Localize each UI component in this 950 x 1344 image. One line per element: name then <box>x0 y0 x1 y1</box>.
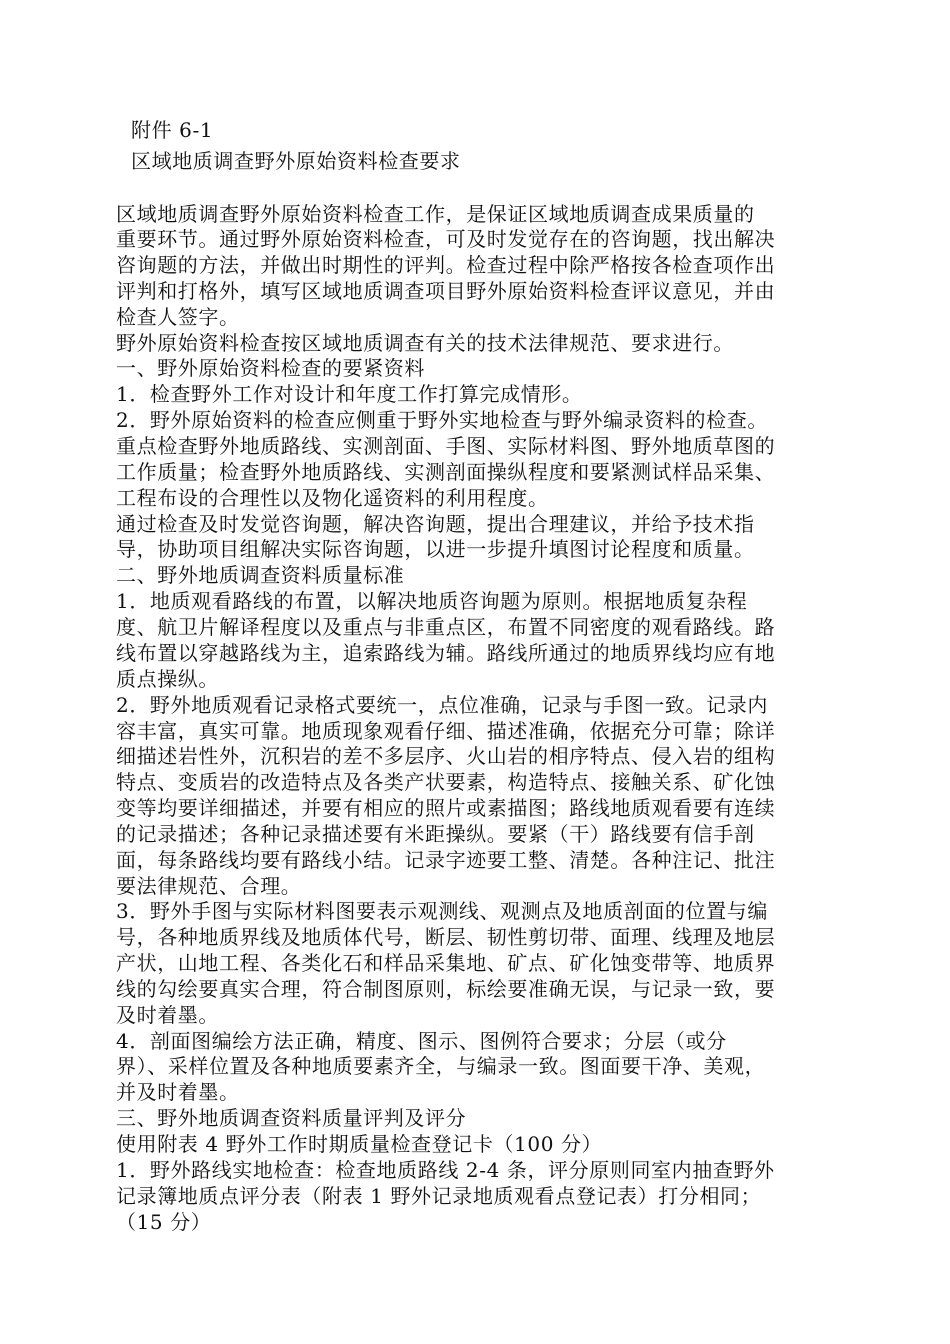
body-text-line: 1．检查野外工作对设计和年度工作打算完成情形。 <box>116 382 583 406</box>
body-text-line: 质点操纵。 <box>116 667 219 691</box>
body-text-line: 产状，山地工程、各类化石和样品采集地、矿点、矿化蚀变带等、地质界 <box>116 951 776 975</box>
body-text-line: 工程布设的合理性以及物化遥资料的利用程度。 <box>116 486 549 510</box>
body-text-line: 1．野外路线实地检查：检查地质路线 2-4 条，评分原则同室内抽查野外 <box>116 1158 775 1182</box>
body-text-line: 线布置以穿越路线为主，追索路线为辅。路线所通过的地质界线均应有地 <box>116 641 776 665</box>
body-text-line: 一、野外原始资料检查的要紧资料 <box>116 356 425 380</box>
body-text-line: 并及时着墨。 <box>116 1080 240 1104</box>
body-text-line: 的记录描述；各种记录描述要有米距操纵。要紧（干）路线要有信手剖 <box>116 822 755 846</box>
body-text-line: 重要环节。通过野外原始资料检查，可及时发觉存在的咨询题，找出解决 <box>116 227 776 251</box>
body-text-line: 面，每条路线均要有路线小结。记录字迹要工整、清楚。各种注记、批注 <box>116 848 776 872</box>
body-text-line: 容丰富，真实可靠。地质现象观看仔细、描述准确，依据充分可靠；除详 <box>116 719 776 743</box>
body-text-line: 3．野外手图与实际材料图要表示观测线、观测点及地质剖面的位置与编 <box>116 899 768 923</box>
document-title: 区域地质调查野外原始资料检查要求 <box>131 149 461 173</box>
body-text-line: 界）、采样位置及各种地质要素齐全，与编录一致。图面要干净、美观， <box>116 1054 766 1078</box>
body-text-line: 1．地质观看路线的布置，以解决地质咨询题为原则。根据地质复杂程 <box>116 589 748 613</box>
body-text-line: 变等均要详细描述，并要有相应的照片或素描图；路线地质观看要有连续 <box>116 796 776 820</box>
body-text-line: 特点、变质岩的改造特点及各类产状要素，构造特点、接触关系、矿化蚀 <box>116 770 776 794</box>
body-text-line: 使用附表 4 野外工作时期质量检查登记卡（100 分） <box>116 1132 603 1156</box>
body-text-line: 导，协助项目组解决实际咨询题，以进一步提升填图讨论程度和质量。 <box>116 537 755 561</box>
attachment-label: 附件 6-1 <box>131 118 214 142</box>
body-text-line: 检查人签字。 <box>116 305 240 329</box>
body-text-line: 野外原始资料检查按区域地质调查有关的技术法律规范、要求进行。 <box>116 331 734 355</box>
body-text-line: 二、野外地质调查资料质量标准 <box>116 563 405 587</box>
body-text-line: 及时着墨。 <box>116 1003 219 1027</box>
body-text-line: 2．野外原始资料的检查应侧重于野外实地检查与野外编录资料的检查。 <box>116 408 768 432</box>
body-text-line: 评判和打格外，填写区域地质调查项目野外原始资料检查评议意见，并由 <box>116 279 776 303</box>
body-text-line: 区域地质调查野外原始资料检查工作，是保证区域地质调查成果质量的 <box>116 202 755 226</box>
body-text-line: 记录簿地质点评分表（附表 1 野外记录地质观看点登记表）打分相同； <box>116 1184 762 1208</box>
body-text-line: 4．剖面图编绘方法正确，精度、图示、图例符合要求；分层（或分 <box>116 1029 727 1053</box>
body-text-line: 线的勾绘要真实合理，符合制图原则，标绘要准确无误，与记录一致，要 <box>116 977 776 1001</box>
body-text-line: 重点检查野外地质路线、实测剖面、手图、实际材料图、野外地质草图的 <box>116 434 776 458</box>
body-text-line: （15 分） <box>116 1210 212 1234</box>
body-text-line: 三、野外地质调查资料质量评判及评分 <box>116 1106 467 1130</box>
body-text-line: 细描述岩性外，沉积岩的差不多层序、火山岩的相序特点、侵入岩的组构 <box>116 744 776 768</box>
body-text-line: 度、航卫片解译程度以及重点与非重点区，布置不同密度的观看路线。路 <box>116 615 776 639</box>
body-text-line: 咨询题的方法，并做出时期性的评判。检查过程中除严格按各检查项作出 <box>116 253 776 277</box>
body-text-line: 通过检查及时发觉咨询题，解决咨询题，提出合理建议，并给予技术指 <box>116 512 755 536</box>
body-text-line: 工作质量；检查野外地质路线、实测剖面操纵程度和要紧测试样品采集、 <box>116 460 776 484</box>
body-text-line: 号，各种地质界线及地质体代号，断层、韧性剪切带、面理、线理及地层 <box>116 925 776 949</box>
body-text-line: 2．野外地质观看记录格式要统一，点位准确，记录与手图一致。记录内 <box>116 693 768 717</box>
body-text-line: 要法律规范、合理。 <box>116 874 302 898</box>
